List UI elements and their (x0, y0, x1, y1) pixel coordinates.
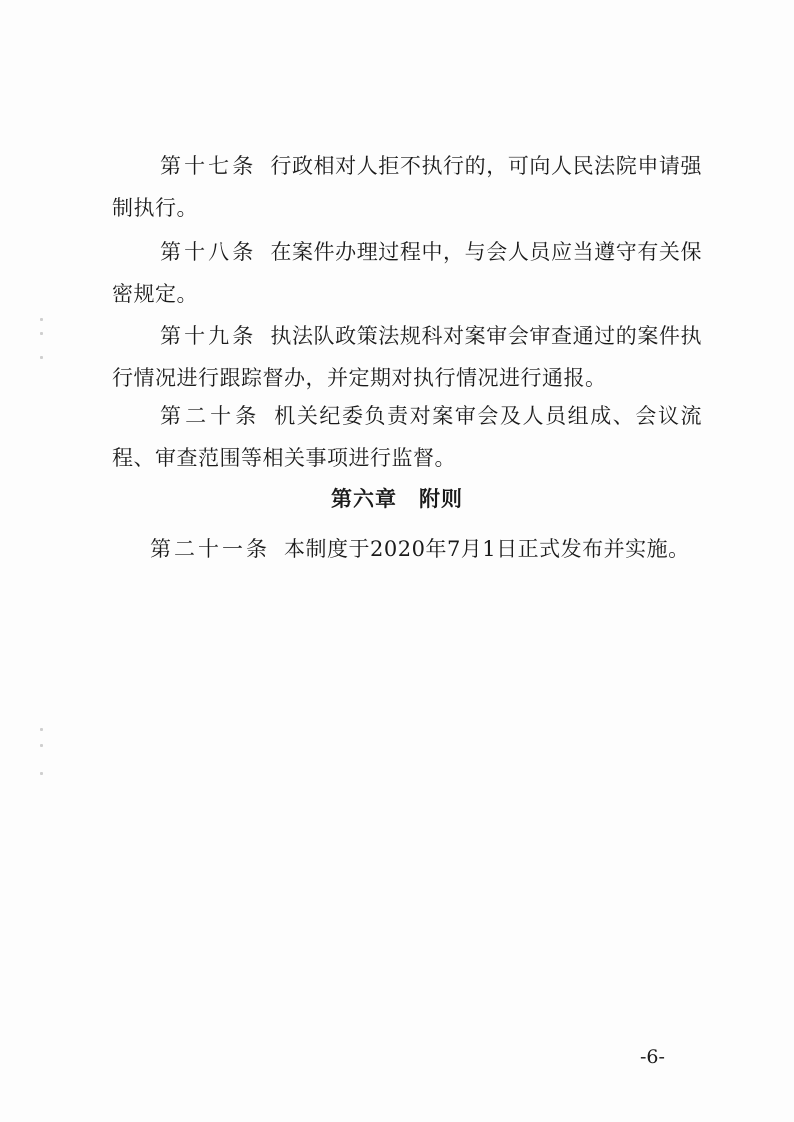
article-text: 机关纪委负责对案审会及人员组成、会议流程、审查范围等相关事项进行监督。 (112, 404, 703, 470)
article-text: 在案件办理过程中，与会人员应当遵守有关保密规定。 (112, 240, 703, 306)
article-18 (112, 231, 702, 315)
scan-speck (40, 728, 43, 731)
chapter-title: 附则 (419, 487, 463, 511)
article-label: 第十七条 (160, 154, 257, 178)
scan-speck (40, 356, 43, 359)
article-label: 第二十条 (160, 404, 261, 428)
article-text: 执法队政策法规科对案审会审查通过的案件执行情况进行跟踪督办，并定期对执行情况进行通报。 (112, 324, 703, 390)
chapter-number: 第六章 (331, 487, 397, 511)
article-19 (112, 315, 702, 399)
article-17 (112, 145, 702, 229)
article-text: 本制度于2020年7月1日正式发布并实施。 (284, 537, 690, 561)
scan-speck (40, 318, 43, 321)
article-label: 第二十一条 (150, 537, 270, 561)
article-20 (112, 395, 702, 479)
article-text: 行政相对人拒不执行的，可向人民法院申请强制执行。 (112, 154, 703, 220)
scan-speck (40, 772, 43, 775)
chapter-heading (0, 478, 794, 520)
article-21 (112, 528, 702, 570)
scan-speck (40, 744, 43, 747)
article-label: 第十八条 (160, 240, 257, 264)
scan-speck (40, 332, 43, 335)
article-label: 第十九条 (160, 324, 257, 348)
page-number: -6- (640, 1046, 665, 1068)
